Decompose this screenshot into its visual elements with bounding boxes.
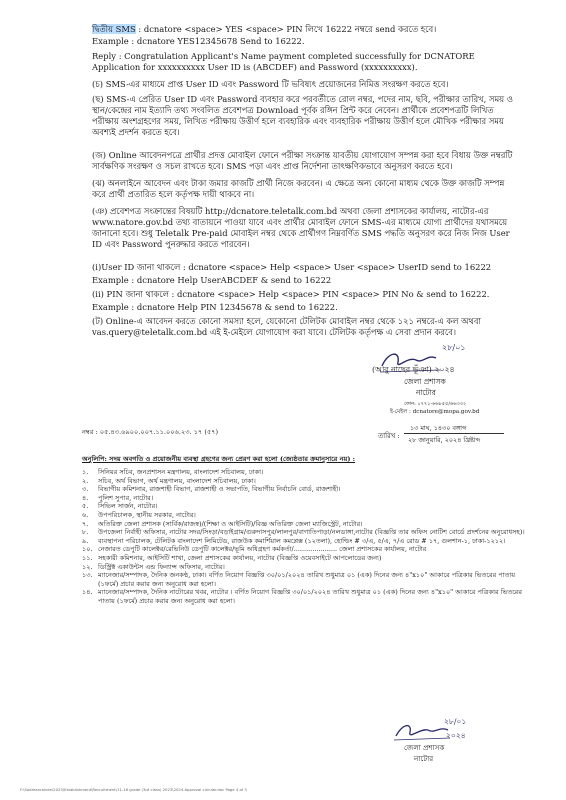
signature-2-year: ২০২৪	[446, 731, 466, 740]
clause-n: (ঞ) প্রবেশপত্র সংক্রান্তের বিষয়টি http://dcnatore.teletalk.com.bd অথবা জেলা প্রশাসকের কার্যালয়, নাটোর-এর www.natore.gov.bd তথ্য বাতায়নে পাওয়া যাবে এবং প্রার্থীর মোবাইল ফোনে SMS-এর মাধ্যমে যোগ্য প্রার্থীদের যথাসময়ে জানানো হবে। শুধু Teletalk Pre-paid মোবাইল নম্বর থেকে প্রার্থীগণ নিম্নবর্ণিত SMS পদ্ধতি অনুসরণ করে নিজ নিজ User ID এবং Password পুনরুদ্ধার করতে পারবেন।	[92, 206, 510, 249]
memo-date-english: ২৮ জানুয়ারি, ২০২৪ খ্রিষ্টাব্দ	[408, 436, 481, 444]
list-item: ১১. সহকারী কমিশনার, আইসিটি শাখা, জেলা প্রশাসকের কার্যালয়, নাটোর (বিজ্ঞপ্তি ওয়েবসাইটে আপলোডের জন্য)	[82, 553, 382, 562]
example-pin: Example : dcnatore Help PIN 12345678 & send to 16222.	[92, 302, 338, 312]
example-yes-line: Example : dcnatore YES12345678 Send to 16222.	[92, 36, 305, 46]
reply-message: Reply : Congratulation Applicant's Name payment completed successfully for DCNATORE Application for xxxxxxxxxx User ID is (ABCDEF) and Password (xxxxxxxxxx).	[92, 51, 475, 72]
distribution-list	[82, 468, 528, 606]
list-item: ১০. নেজারত ডেপুটি কালেক্টর/রেভিনিউ ডেপুটি কালেক্টর/ভূমি অধিগ্রহণ কর্মকর্তা/..................... জেলা প্রশাসকের কার্যালয়, নাটোর	[82, 545, 427, 554]
list-item: ১. সিনিয়র সচিব, জনপ্রশাসন মন্ত্রণালয়, বাংলাদেশ সচিবালয়, ঢাকা।	[82, 468, 264, 476]
signatory-place: নাটোর	[416, 388, 436, 397]
list-item: ১৪. ম্যানেজার/সম্পাদক, দৈনিক নাটোরের খবর, নাটোর । বর্ণিত নিয়োগ বিজ্ঞপ্তি ৩০/০১/২০২৪ তারিখ শুধুমাত্র ০১ (এক) দিনের জন্য ৪"x১০" আকারে পত্রিকার ভিতরের পাতায় (১ফর্মে) প্রচার করার জন্য অনুরোধ করা হলো।	[82, 588, 522, 605]
signature-2-title: জেলা প্রশাসক	[404, 743, 445, 752]
list-item: ২. সচিব, অর্থ বিভাগ, অর্থ মন্ত্রণালয়, বাংলাদেশ সচিবালয়, ঢাকা।	[82, 476, 256, 485]
clause-j: (জ) Online আবেদনপত্রে প্রার্থীর প্রদত্ত মোবাইল ফোনে পরীক্ষা সংক্রান্ত যাবতীয় যোগাযোগ সম্পন্ন করা হবে বিধায় উক্ত নম্বরটি সার্বক্ষণিক সংরক্ষণ ও সচল রাখতে হবে। SMS পড়া এবং প্রাপ্ত নির্দেশনা তাৎক্ষণিকভাবে অনুসরণ করতে হবে।	[92, 150, 513, 171]
clause-jh: (ঝ) অনলাইনে আবেদন এবং টাকা জমার কাজটি প্রার্থী নিজে করবেন। এ ক্ষেত্রে অন্য কোনো মাধ্যম থেকে উক্ত কাজটি সম্পন্ন করে প্রার্থী প্রতারিত হলে কর্তৃপক্ষ দায়ী থাকবে না।	[92, 178, 505, 199]
office-email: ই-মেইল : dcnatore@mopa.gov.bd	[390, 409, 480, 415]
signatory-title: জেলা প্রশাসক	[404, 377, 446, 386]
pin-recovery: (ii) PIN জানা থাকলে : dcnatore <space> Help <space> PIN <space> PIN No & send to 16222.	[92, 289, 490, 299]
second-sms-instruction	[92, 24, 520, 35]
second-sms-text: : dcnatore <space> YES <space> PIN লিখে 16222 নম্বরে send করতে হবে।	[135, 24, 437, 34]
memo-date-bangla: ১৩ মাঘ, ১৪৩০ বঙ্গাব্দ	[410, 424, 467, 432]
memo-date-label: তারিখ :	[378, 432, 400, 440]
signatory-name: (আবু নাছের ভূঁঞা) ২০২৪	[372, 365, 455, 374]
list-item: ৪. পুলিশ সুপার, নাটোর।	[82, 493, 154, 502]
signature-1-date: ২৮/০১	[442, 343, 466, 352]
clause-t: (ট) Online-এ আবেদন করতে কোনো সমস্যা হলে, যেকোনো টেলিটক মোবাইল নম্বর থেকে ১২১ নম্বরে-এ কল অথবা vas.query@teletalk.com.bd এই ই-মেইলে যোগাযোগ করা যাবে। টেলিটক কর্তৃপক্ষ এ সেবা প্রদান করবে।	[92, 316, 481, 337]
signature-2-date: ২৮/০১	[444, 717, 467, 726]
list-item: ৬. উপপরিচালক, স্থানীয় সরকার, নাটোর।	[82, 510, 196, 519]
list-item: ১৩. ম্যানেজার/সম্পাদক, দৈনিক জনকণ্ঠ, ঢাকা। বর্ণিত নিয়োগ বিজ্ঞপ্তি ৩০/০১/২০২৪ তারিখ শুধুমাত্র ০১ (এক) দিনের জন্য ৪"x১০" আকারে পত্রিকার ভিতরের পাতায় (১ফর্মে) প্রচার করার জন্য অনুরোধ করা হলো।	[82, 571, 516, 588]
list-item: ৭. অতিরিক্ত জেলা প্রশাসক (সার্বিক/রাজস্ব)/(শিক্ষা ও আইসিটি)/বিজ্ঞ অতিরিক্ত জেলা ম্যাজিস্ট্রেট, নাটোর।	[82, 519, 363, 528]
date-divider	[404, 433, 504, 434]
file-path-footer: F:\Sadmanraivee\2023\Establishment\Recruitment\11-16 grade (3rd class) 2023\2024 Approval circular.doc Page 4 of 3	[20, 787, 247, 792]
list-item: ১২. ডিস্ট্রিক্ট একাউন্টস এন্ড ফিন্যান্স অফিসার, নাটোর।	[82, 562, 225, 571]
clause-ch: (চ) SMS-এর মাধ্যমে প্রাপ্ত User ID এবং Password টি ভবিষ্যৎ প্রয়োজনের নিমিত্ত সংরক্ষণ করতে হবে।	[92, 79, 449, 89]
userid-recovery: (i)User ID জানা থাকলে : dcnatore <space> Help <space> User <space> UserID send to 16222	[92, 262, 492, 272]
list-item: ৩. বিভাগীয় কমিশনার, রাজশাহী বিভাগ, রাজশাহী ও সভাপতি, বিভাগীয় নির্বাচনি বোর্ড, রাজশাহী।	[82, 485, 341, 494]
copy-heading: অনুলিপি: সদয় অবগতি ও প্রয়োজনীয় ব্যবস্থা গ্রহণের জন্য প্রেরণ করা হলো (জ্যেষ্ঠতার ক্রমানুসারে নয়) :	[82, 455, 356, 463]
office-phone: ফোন: ০৭৭১-৬৬৮৫৫/৬৬৩৩২	[404, 401, 467, 407]
memo-number: নম্বর : ০৫.৪৩.৬৯০০.০০৭.১১.০০৬.২৩. ১৭ (৫৭)	[82, 428, 219, 436]
example-userid: Example : dcnatore Help UserABCDEF & send to 16222	[92, 275, 332, 285]
list-item: ৯. ব্যবস্থাপনা পরিচালক, টেলিটক বাংলাদেশ লিমিটেড, রাজউক কমার্শিয়াল কমপ্লেক্স (১২তলা), হোল্ডিং # ৩/এ, ৫/এ, ৭/এ রোড # ১৭, গুলশান-১, ঢাকা-১২১২।	[82, 536, 506, 545]
list-item: ৫. সিভিল সার্জন, নাটোর।	[82, 502, 158, 511]
signature-2-image	[392, 718, 492, 746]
signature-2-place: নাটোর	[414, 754, 434, 763]
list-item: ৮. উপজেলা নির্বাহী অফিসার, নাটোর সদর/সিংড়া/বড়াইগ্রাম/গুরুদাসপুর/লালপুর/বাগাতিপাড়া/নলডাঙ্গা,নাটোর (বিজ্ঞপ্তি তার অফিস নোটিশ বোর্ডে প্রদর্শনের অনুরোধসহ)।	[82, 528, 525, 537]
clause-chh: (ছ) SMS-এ প্রেরিত User ID এবং Password ব্যবহার করে পরবর্তীতে রোল নম্বর, পদের নাম, ছবি, পরীক্ষার তারিখ, সময় ও স্থান/কেন্দ্রের নাম ইত্যাদি তথ্য সংবলিত প্রবেশপত্র Download পূর্বক রঙ্গিন প্রিন্ট করে নেবেন। প্রার্থীকে প্রবেশপত্রটি লিখিত পরীক্ষায় অংশগ্রহণের সময়, লিখিত পরীক্ষায় উত্তীর্ণ হলে ব্যবহারিক এবং ব্যবহারিক পরীক্ষায় উত্তীর্ণ হলে মৌখিক পরীক্ষার সময় অবশ্যই প্রদর্শন করতে হবে।	[92, 94, 513, 137]
second-sms-label: দ্বিতীয় SMS	[92, 24, 136, 34]
